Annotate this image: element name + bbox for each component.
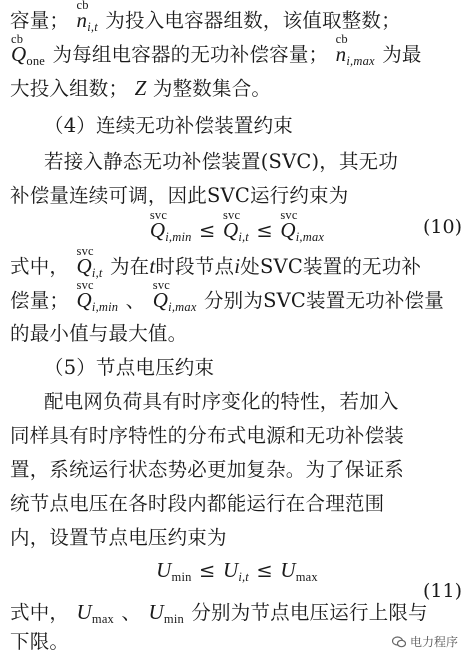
text-run: 为在 bbox=[109, 255, 150, 278]
text-line-14 bbox=[10, 524, 464, 552]
text-run: 内，设置节点电压约束为 bbox=[10, 526, 227, 549]
math-t: t bbox=[149, 254, 156, 278]
text-run: 配电网负荷具有时序变化的特性，若加入 bbox=[44, 390, 399, 413]
math-Q-svc-it: Q svc i,t bbox=[76, 244, 103, 280]
text-run: 置，系统运行状态势必更加复杂。为了保证系 bbox=[10, 458, 405, 481]
math-le: ≤ bbox=[198, 219, 216, 242]
section-heading-5 bbox=[44, 354, 464, 382]
equation-number-11: (11) bbox=[422, 580, 462, 602]
text-line-15 bbox=[10, 598, 464, 627]
text-line-1 bbox=[10, 0, 464, 35]
watermark bbox=[392, 633, 458, 650]
text-run: 为整数集合。 bbox=[152, 77, 272, 100]
text-run: 下限。 bbox=[10, 630, 70, 653]
text-line-12 bbox=[10, 456, 464, 484]
wechat-icon bbox=[392, 636, 406, 648]
text-line-8 bbox=[10, 278, 464, 315]
text-run: （4）连续无功补偿装置约束 bbox=[44, 114, 294, 137]
equation-number-10: (10) bbox=[422, 216, 462, 238]
math-Q-svc-imax: Q svc i,max bbox=[152, 278, 197, 314]
section-heading-4 bbox=[44, 112, 464, 140]
text-run: 补偿量连续可调，因此SVC运行约束为 bbox=[10, 184, 349, 207]
equation-11 bbox=[0, 556, 474, 585]
text-run: 分别为SVC装置无功补偿量 bbox=[203, 289, 444, 312]
text-run: 统节点电压在各时段内都能运行在合理范围 bbox=[10, 492, 385, 515]
text-run: 分别为节点电压运行上限与 bbox=[191, 601, 428, 624]
text-run: 的最小值与最大值。 bbox=[10, 322, 188, 345]
math-n-cb-imax: n cb i,max bbox=[335, 32, 375, 68]
math-U-max: Umax bbox=[280, 558, 318, 584]
math-U-min: Umin bbox=[148, 600, 184, 626]
text-line-13 bbox=[10, 490, 464, 518]
text-run: 偿量； bbox=[10, 289, 70, 312]
math-le: ≤ bbox=[256, 219, 273, 242]
math-le: ≤ bbox=[198, 559, 216, 582]
math-Q-svc-imin: Q svc i,min bbox=[149, 208, 192, 244]
text-run: 时段节点 bbox=[155, 255, 235, 278]
text-run: 、 bbox=[121, 601, 142, 624]
text-run: 为投入电容器组数，该值取整数； bbox=[105, 9, 401, 32]
text-line-6 bbox=[10, 182, 464, 210]
math-Q-svc-imin: Q svc i,min bbox=[76, 278, 119, 314]
text-run: 为最 bbox=[382, 43, 422, 66]
text-run: 若接入静态无功补偿装置(SVC)，其无功 bbox=[44, 150, 399, 173]
watermark-text: 电力程序 bbox=[409, 635, 458, 649]
text-run: 为每组电容器的无功补偿容量； bbox=[52, 43, 329, 66]
text-run: 、 bbox=[125, 289, 146, 312]
text-run: 同样具有时序特性的分布式电源和无功补偿装 bbox=[10, 424, 405, 447]
text-line-5 bbox=[44, 148, 464, 176]
math-le: ≤ bbox=[256, 559, 273, 582]
math-U-max: Umax bbox=[76, 600, 115, 626]
equation-10 bbox=[0, 208, 474, 245]
math-n-cb-it: n cb i,t bbox=[76, 0, 98, 34]
math-i: i bbox=[234, 254, 241, 278]
text-run: 式中， bbox=[10, 255, 70, 278]
text-run: 处SVC装置的无功补 bbox=[240, 255, 422, 278]
text-line-2 bbox=[10, 32, 464, 69]
text-line-7 bbox=[10, 244, 464, 281]
math-Q-cb-one: Q cb one bbox=[11, 32, 46, 68]
math-Q-svc-imax: Q svc i,max bbox=[280, 208, 325, 244]
text-run: 式中， bbox=[10, 601, 70, 624]
text-line-3 bbox=[10, 74, 464, 103]
text-line-10 bbox=[44, 388, 464, 416]
text-line-9 bbox=[10, 320, 464, 348]
math-Q-svc-it: Q svc i,t bbox=[222, 208, 249, 244]
math-U-it: Ui,t bbox=[222, 558, 249, 584]
text-run: （5）节点电压约束 bbox=[44, 356, 215, 379]
text-line-11 bbox=[10, 422, 464, 450]
text-run: 大投入组数； bbox=[10, 77, 129, 100]
math-U-min: Umin bbox=[156, 558, 192, 584]
text-run: 容量； bbox=[10, 9, 70, 32]
math-Z: Z bbox=[134, 76, 147, 100]
